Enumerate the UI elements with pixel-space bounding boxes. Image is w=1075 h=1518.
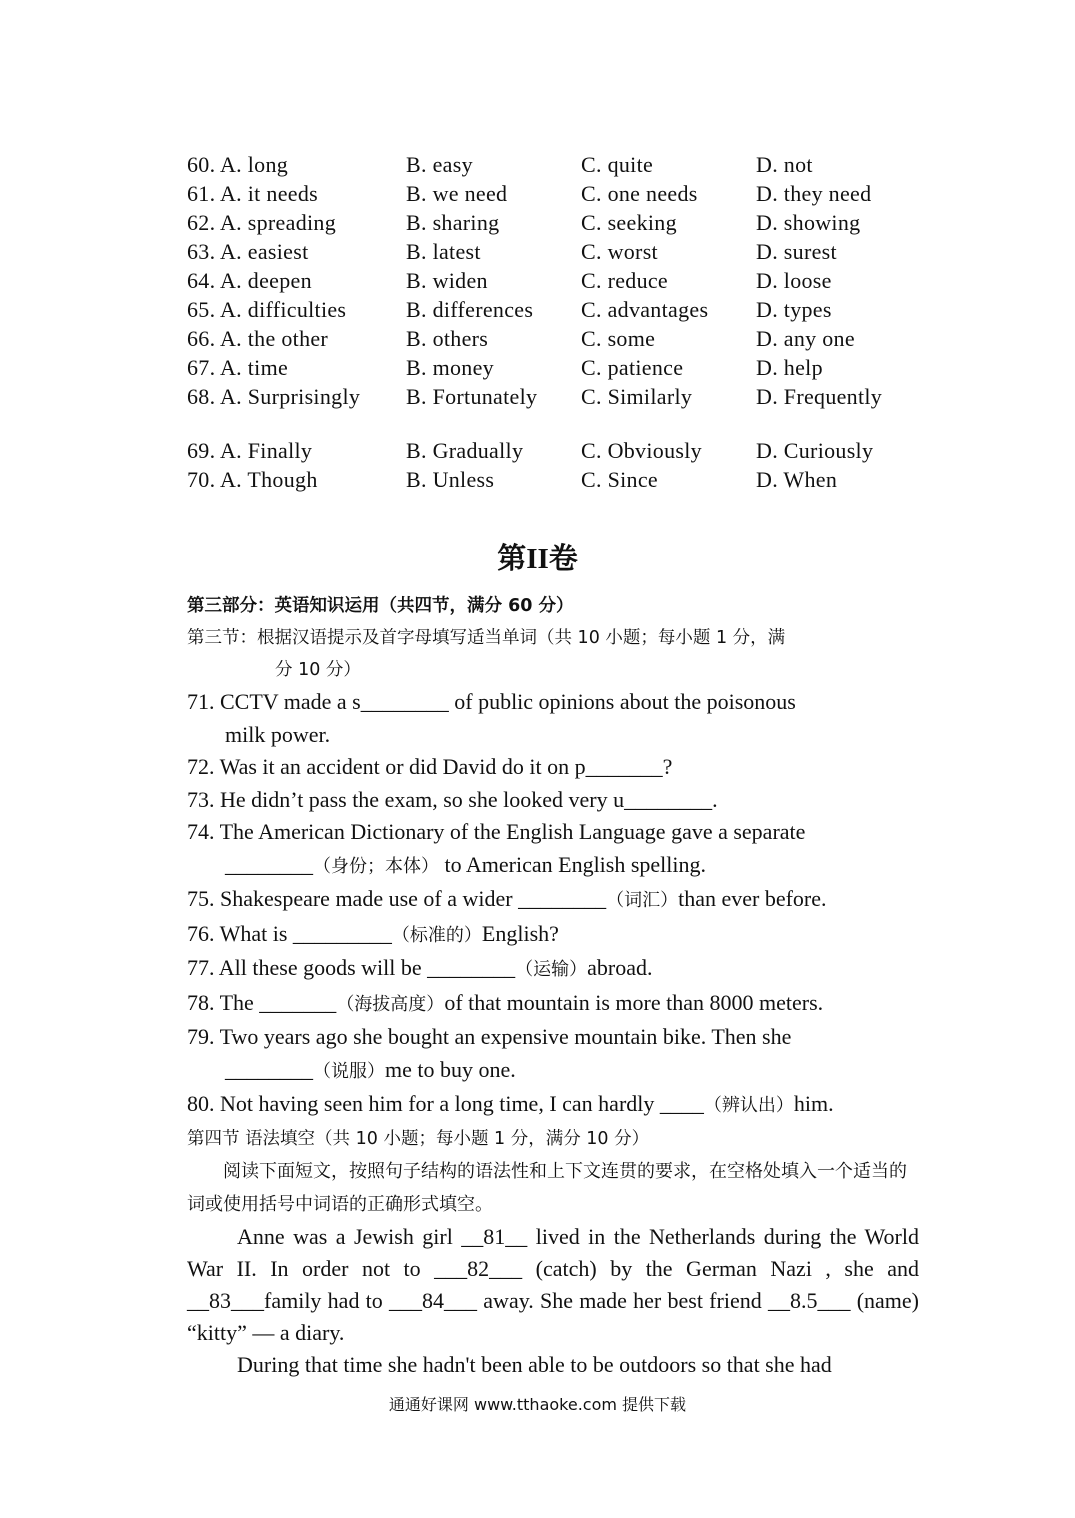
question-71 xyxy=(187,686,919,751)
option-60-c: C. quite xyxy=(581,152,654,177)
option-row-60 xyxy=(187,150,927,179)
option-row-64 xyxy=(187,266,927,295)
section3-heading xyxy=(187,622,919,686)
option-69-c: C. Obviously xyxy=(581,438,702,463)
option-row-63 xyxy=(187,237,927,266)
option-69-a: 69. A. Finally xyxy=(187,438,313,463)
question-76-tail: English? xyxy=(481,920,559,946)
question-74-tail: to American English spelling. xyxy=(439,851,707,877)
option-61-b: B. we need xyxy=(406,181,508,206)
option-70-d: D. When xyxy=(756,467,838,492)
option-65-d: D. types xyxy=(756,297,832,322)
question-79-blank: ________ xyxy=(225,1056,313,1082)
question-75 xyxy=(187,883,919,918)
question-77 xyxy=(187,952,919,987)
question-80-tail: him. xyxy=(793,1091,834,1116)
option-row-70 xyxy=(187,465,927,494)
passage-paragraph-2: During that time she hadn't been able to be outdoors so that she had xyxy=(237,1351,832,1377)
option-65-c: C. advantages xyxy=(581,297,709,322)
question-75-hint: （词汇） xyxy=(606,890,679,911)
option-62-a: 62. A. spreading xyxy=(187,210,337,235)
option-row-66 xyxy=(187,324,927,353)
section3-heading-line1: 第三节：根据汉语提示及首字母填写适当单词（共 10 小题；每小题 1 分，满 xyxy=(187,628,786,648)
question-79-tail: me to buy one. xyxy=(385,1056,516,1082)
option-64-a: 64. A. deepen xyxy=(187,268,312,293)
question-78 xyxy=(187,987,919,1022)
option-70-c: C. Since xyxy=(581,467,658,492)
question-79 xyxy=(187,1021,919,1088)
option-61-a: 61. A. it needs xyxy=(187,181,318,206)
option-67-b: B. money xyxy=(406,355,494,380)
question-78-text: 78. The _______ xyxy=(187,989,337,1015)
question-73: 73. He didn’t pass the exam, so she looked very u________. xyxy=(187,786,718,812)
option-65-b: B. differences xyxy=(406,297,534,322)
question-78-hint: （海拔高度） xyxy=(336,993,445,1015)
option-60-b: B. easy xyxy=(406,152,473,177)
option-row-61 xyxy=(187,179,927,208)
option-70-a: 70. A. Though xyxy=(187,467,318,492)
section4-instruction: 阅读下面短文，按照句子结构的语法性和上下文连贯的要求，在空格处填入一个适当的词或使用括号中词语的正确形式填空。 xyxy=(187,1160,907,1215)
option-68-a: 68. A. Surprisingly xyxy=(187,384,361,409)
question-77-tail: abroad. xyxy=(587,955,653,980)
question-80-text: 80. Not having seen him for a long time, I can hardly ____ xyxy=(187,1091,704,1116)
option-64-d: D. loose xyxy=(756,268,832,293)
option-60-a: 60. A. long xyxy=(187,152,289,177)
options-table xyxy=(187,150,927,494)
option-67-c: C. patience xyxy=(581,355,684,380)
option-65-a: 65. A. difficulties xyxy=(187,297,347,322)
option-66-b: B. others xyxy=(406,326,489,351)
question-76-text: 76. What is _________ xyxy=(187,920,392,946)
question-79-line2 xyxy=(187,1054,919,1089)
question-77-text: 77. All these goods will be ________ xyxy=(187,955,516,980)
option-68-c: C. Similarly xyxy=(581,384,693,409)
question-74-hint: （身份；本体） xyxy=(313,855,439,877)
question-74-line1: 74. The American Dictionary of the English Language gave a separate xyxy=(187,819,806,844)
option-64-b: B. widen xyxy=(406,268,488,293)
question-80-hint: （辨认出） xyxy=(703,1095,794,1116)
option-61-d: D. they need xyxy=(756,181,872,206)
option-69-d: D. Curiously xyxy=(756,438,874,463)
volume-title: 第II卷 xyxy=(497,543,578,575)
question-71-line2: milk power. xyxy=(225,721,331,747)
option-63-c: C. worst xyxy=(581,239,658,264)
option-row-67 xyxy=(187,353,927,382)
question-77-hint: （运输） xyxy=(515,959,588,980)
question-80 xyxy=(187,1088,919,1123)
passage-paragraph-1: Anne was a Jewish girl __81__ lived in the Netherlands during the World War II. In order not to ___82___ (catch) by the German Nazi , she and __83___family had to ___84___ away. She made her best friend __8.5___ (name) “kitty” — a diary. xyxy=(187,1223,919,1345)
question-71-line1: 71. CCTV made a s________ of public opinions about the poisonous xyxy=(187,689,796,714)
option-row-68 xyxy=(187,382,927,411)
option-67-d: D. help xyxy=(756,355,823,380)
question-78-tail: of that mountain is more than 8000 meters. xyxy=(444,989,824,1015)
option-63-b: B. latest xyxy=(406,239,481,264)
option-62-d: D. showing xyxy=(756,210,861,235)
option-67-a: 67. A. time xyxy=(187,355,289,380)
question-76 xyxy=(187,918,919,953)
option-66-a: 66. A. the other xyxy=(187,326,329,351)
option-row-65 xyxy=(187,295,927,324)
section3-heading-line2: 分 10 分） xyxy=(275,660,361,680)
option-row-62 xyxy=(187,208,927,237)
question-76-hint: （标准的） xyxy=(391,924,482,946)
option-62-b: B. sharing xyxy=(406,210,500,235)
part3-heading: 第三部分：英语知识运用（共四节，满分 60 分） xyxy=(187,596,574,616)
question-74-line2 xyxy=(187,849,919,884)
option-66-c: C. some xyxy=(581,326,656,351)
question-74 xyxy=(187,816,919,883)
question-79-hint: （说服） xyxy=(313,1060,385,1082)
page-footer: 通通好课网 www.tthaoke.com 提供下载 xyxy=(388,1395,687,1414)
section-body xyxy=(187,590,919,1381)
option-61-c: C. one needs xyxy=(581,181,698,206)
question-75-tail: than ever before. xyxy=(678,886,827,911)
option-69-b: B. Gradually xyxy=(406,438,524,463)
option-70-b: B. Unless xyxy=(406,467,495,492)
question-72: 72. Was it an accident or did David do it on p_______? xyxy=(187,754,673,779)
question-75-text: 75. Shakespeare made use of a wider ________ xyxy=(187,886,607,911)
option-63-a: 63. A. easiest xyxy=(187,239,309,264)
option-63-d: D. surest xyxy=(756,239,837,264)
question-74-blank: ________ xyxy=(225,851,313,877)
option-64-c: C. reduce xyxy=(581,268,668,293)
option-60-d: D. not xyxy=(756,152,813,177)
option-66-d: D. any one xyxy=(756,326,855,351)
option-68-d: D. Frequently xyxy=(756,384,883,409)
section4-heading: 第四节 语法填空（共 10 小题；每小题 1 分，满分 10 分） xyxy=(187,1128,650,1149)
option-68-b: B. Fortunately xyxy=(406,384,538,409)
option-row-69 xyxy=(187,436,927,465)
question-79-line1: 79. Two years ago she bought an expensive mountain bike. Then she xyxy=(187,1024,792,1049)
option-62-c: C. seeking xyxy=(581,210,677,235)
